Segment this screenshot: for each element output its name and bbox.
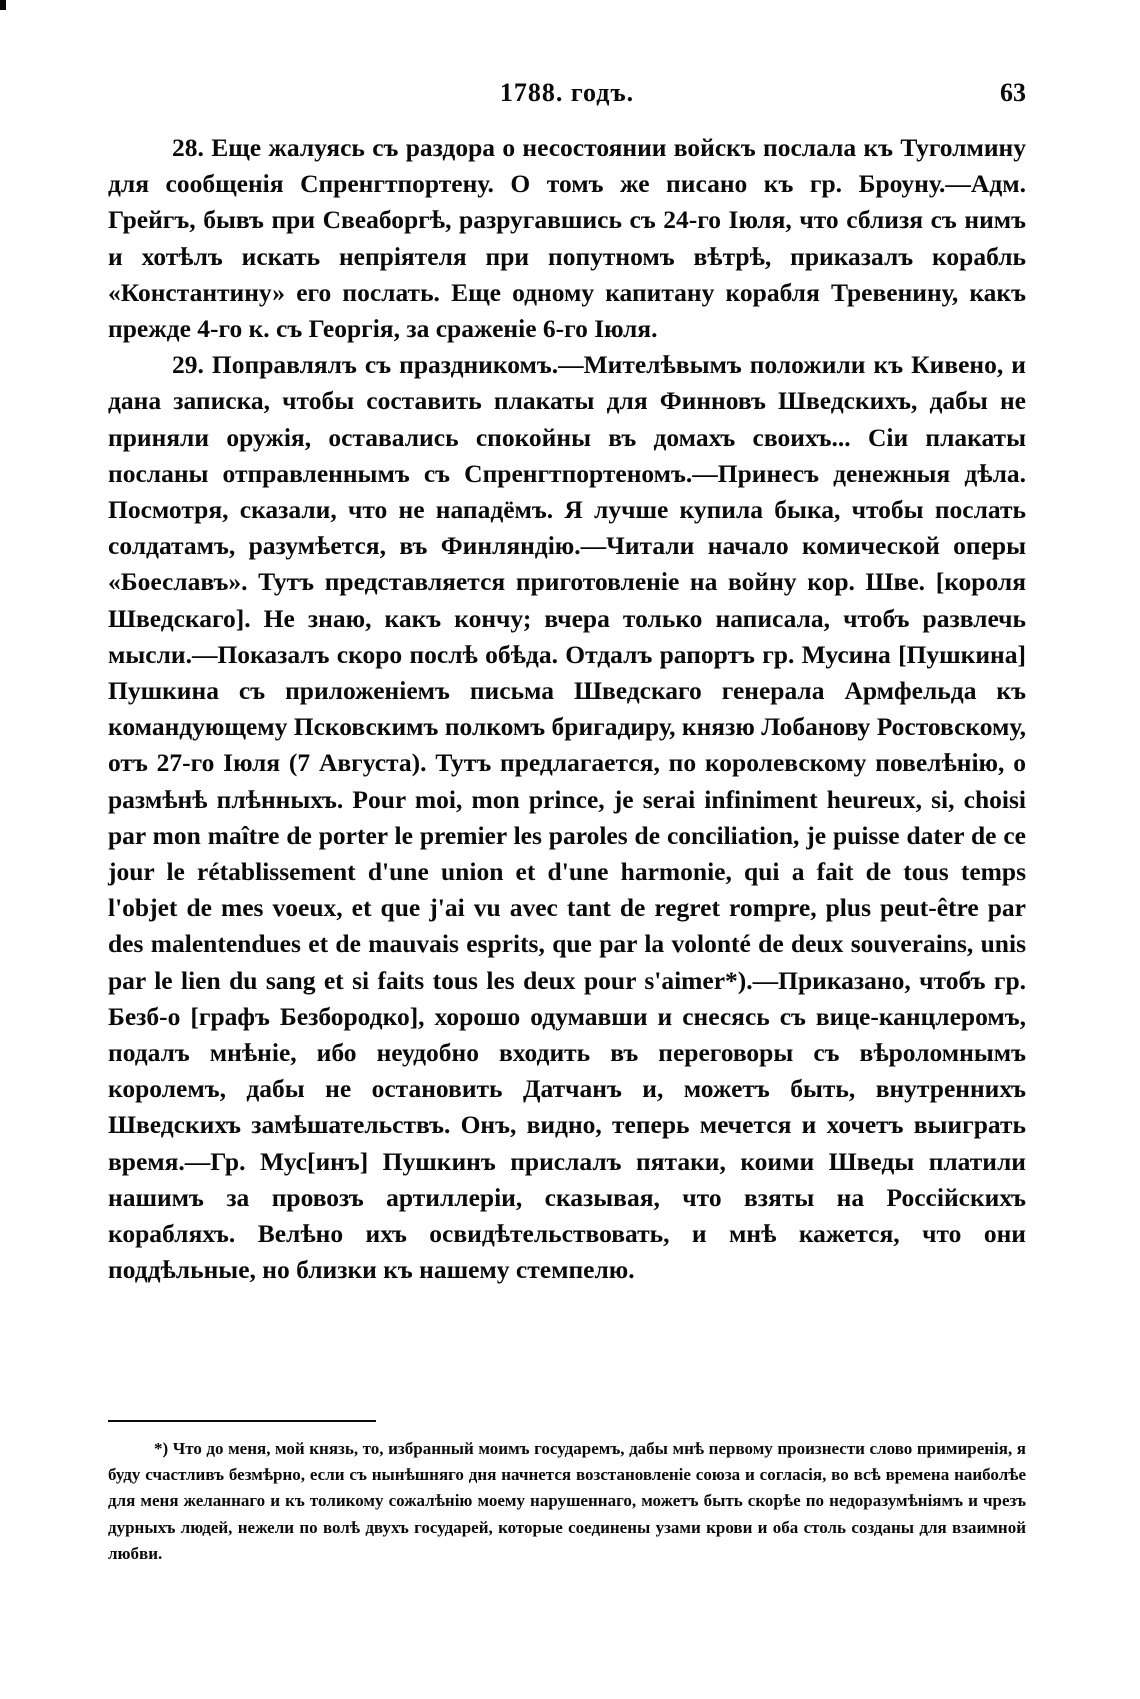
page-number: 63 [1000,78,1026,107]
main-text [108,130,1026,1289]
scan-mark [0,0,6,10]
footnote [108,1436,1026,1567]
running-head: 1788. годъ. [499,78,635,107]
paragraph-entry-28: 28. Еще жалуясь съ раздора о несостоянии войскъ послала къ Туголмину для сообщенія Спренгтпортену. О томъ же писано къ гр. Броуну.—Адм. Грейгъ, бывъ при Свеаборгѣ, разругавшись съ 24-го Іюля, что сблизя съ нимъ и хотѣлъ искать непріятеля при попутномъ вѣтрѣ, приказалъ корабль «Константину» его послать. Еще одному капитану корабля Тревенину, какъ прежде 4-го к. съ Георгія, за сраженіе 6-го Іюля. [108,133,1026,344]
paragraph-entry-29: 29. Поправлялъ съ праздникомъ.—Мителѣвымъ положили къ Кивено, и дана записка, чтобы составить плакаты для Финновъ Шведскихъ, дабы не приняли оружія, оставались спокойны въ домахъ своихъ... Сіи плакаты посланы отправленнымъ съ Спренгтпортеномъ.—Принесъ денежныя дѣла. Посмотря, сказали, что не нападёмъ. Я лучше купила быка, чтобы послать солдатамъ, разумѣется, въ Финляндію.—Читали начало комической оперы «Боеславъ». Тутъ представляется приготовленіе на войну кор. Шве. [короля Шведскаго]. Не знаю, какъ кончу; вчера только написала, чтобъ развлечь мысли.—Показалъ скоро послѣ обѣда. Отдалъ рапортъ гр. Мусина [Пушкина] Пушкина съ приложеніемъ письма Шведскаго генерала Армфельда къ командующему Псковскимъ полкомъ бригадиру, князю Лобанову Ростовскому, отъ 27-го Іюля (7 Августа). Тутъ предлагается, по королевскому повелѣнію, о размѣнѣ плѣнныхъ. Pour moi, mon prince, je serai infiniment heureux, si, choisi par mon maître de porter le premier les paroles de conciliation, je puisse dater de ce jour le rétablissement d'une union et d'une harmonie, qui a fait de tous temps l'objet de mes voeux, et que j'ai vu avec tant de regret rompre, plus peut-être par des malentendues et de mauvais esprits, que par la volonté de deux souverains, unis par le lien du sang et si faits tous les deux pour s'aimer*).—Приказано, чтобъ гр. Безб-о [графъ Безбородко], хорошо одумавши и снесясь съ вице-канцлеромъ, подалъ мнѣніе, ибо неудобно входить въ переговоры съ вѣроломнымъ королемъ, дабы не остановить Датчанъ и, можетъ быть, внутреннихъ Шведскихъ замѣшательствъ. Онъ, видно, теперь мечется и хочетъ выиграть время.—Гр. Мус[инъ] Пушкинъ прислалъ пятаки, коими Шведы платили нашимъ за провозъ артиллеріи, сказывая, что взяты на Россійскихъ корабляхъ. Велѣно ихъ освидѣтельствовать, и мнѣ кажется, что они поддѣльные, но близки къ нашему стемпелю. [108,350,1026,1285]
page-header [108,78,1026,118]
footnote-rule [108,1420,376,1422]
footnote-text: *) Что до меня, мой князь, то, избранный моимъ государемъ, дабы мнѣ первому произнести слово примиренія, я буду счастливъ безмѣрно, если съ нынѣшняго дня начнется возстановленіе союза и согласія, во всѣ времена наиболѣе для меня желаннаго и къ толикому сожалѣнію моему нарушеннаго, можетъ быть скорѣе по недоразумѣніямъ и чрезъ дурныхъ людей, нежели по волѣ двухъ государей, которые соединены узами крови и оба столь созданы для взаимной любви. [108,1439,1026,1563]
